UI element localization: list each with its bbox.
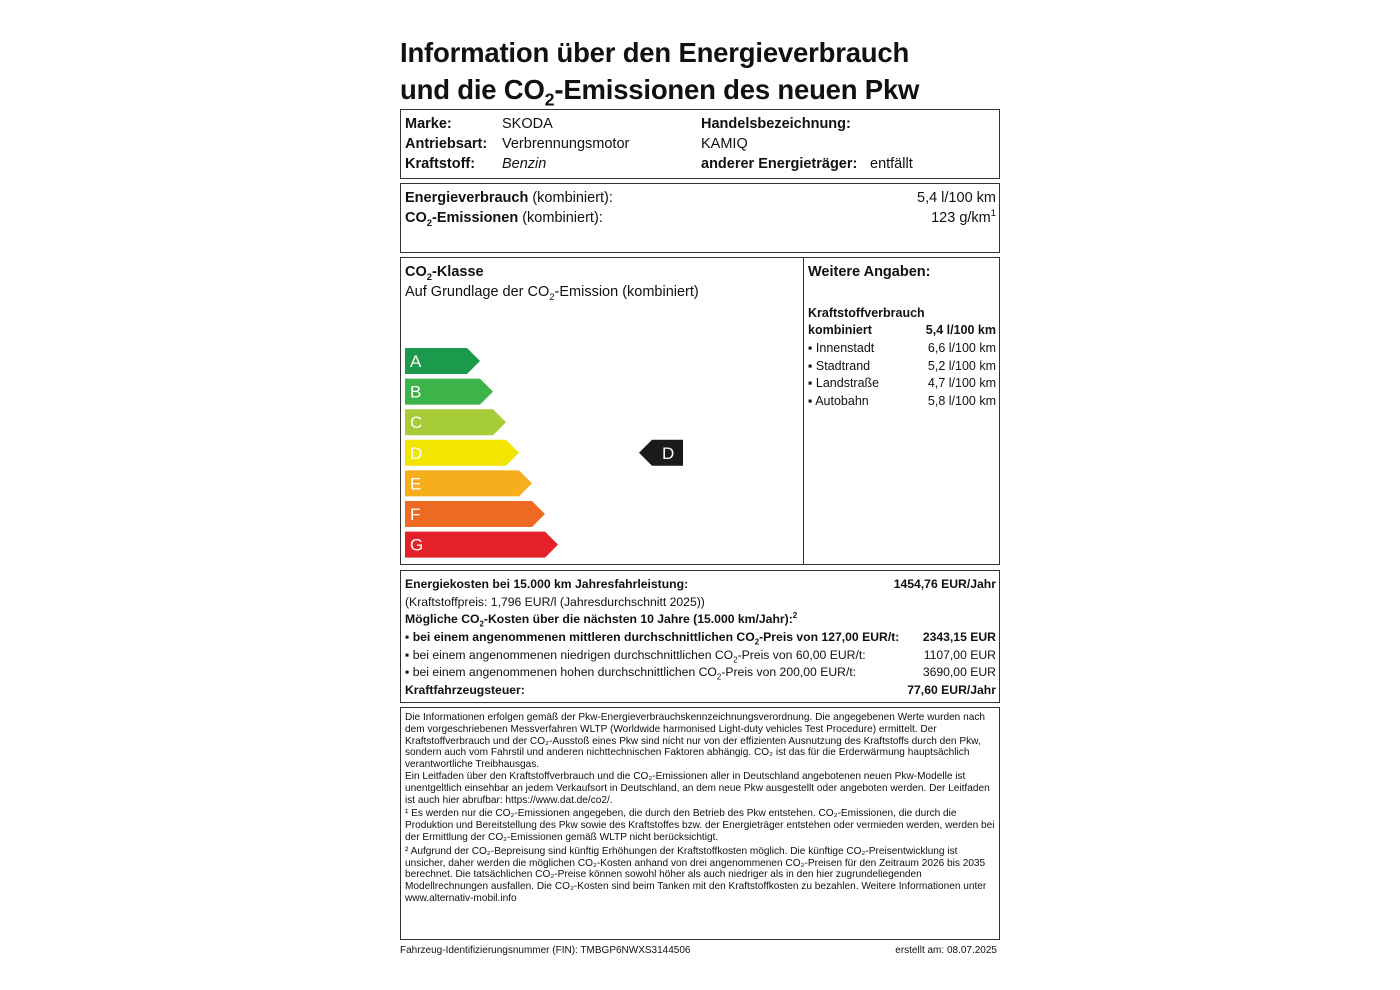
vehicle-tax-value: 77,60 EUR/Jahr bbox=[907, 683, 996, 697]
co2-class-arrow-e bbox=[405, 470, 532, 496]
current-class-indicator bbox=[639, 440, 683, 466]
legal-notes-box bbox=[400, 707, 1000, 940]
fuel-consumption-heading: Kraftstoffverbrauch bbox=[808, 306, 925, 320]
trade-name-label: Handelsbezeichnung: bbox=[701, 116, 851, 132]
costs-box bbox=[400, 570, 1000, 703]
title-line-1: Information über den Energieverbrauch bbox=[400, 37, 910, 68]
co2-class-box bbox=[400, 257, 804, 565]
combined-label: kombiniert bbox=[808, 323, 872, 337]
page-title bbox=[400, 34, 1000, 108]
energy-costs-label: Energiekosten bei 15.000 km Jahresfahrleistung: bbox=[405, 577, 689, 591]
co2-cost-low-label: ▪ bei einem angenommenen niedrigen durchschnittlichen $CO_2$-Preis von 60,00 EUR/t: bbox=[405, 648, 866, 665]
co2-cost-high-label: ▪ bei einem angenommenen hohen durchschnittlichen $CO_2$-Preis von 200,00 EUR/t: bbox=[405, 665, 857, 682]
co2-class-arrow-shape bbox=[405, 532, 558, 558]
other-energy-value: entfällt bbox=[870, 156, 913, 172]
drive-label: Antriebsart: bbox=[405, 136, 488, 152]
note-paragraph: Die Informationen erfolgen gemäß der Pkw-Energieverbrauchskennzeichnungsverordnung. Die angegebenen Werte wurden nach dem vorgeschriebenen Messverfahren WLTP (Worldwide harmonised Light-duty vehicles Test Procedure) ermittelt. Der Kraftstoffverbrauch und der CO₂-Ausstoß eines Pkw sind nicht nur von der effizienten Ausnutzung des Kraftstoffs durch den Pkw, sondern auch vom Fahrstil und anderen nichttechnischen Faktoren abhängig. CO₂ ist das für die Erderwärmung hauptsächlich verantwortliche Treibhausgas. bbox=[405, 712, 985, 771]
title-line-2: und die $CO_2$-Emissionen des neuen Pkw bbox=[400, 74, 920, 110]
co2-class-arrow-b bbox=[405, 379, 493, 405]
rural-value: 4,7 l/100 km bbox=[927, 376, 996, 390]
co2-class-heading: $CO_2$-Klasse bbox=[405, 264, 484, 282]
note-paragraph: Ein Leitfaden über den Kraftstoffverbrauch und die CO₂-Emissionen aller in Deutschland angebotenen neuen Pkw-Modelle ist unentgeltlich einsehbar an jedem Verkaufsort in Deutschland, an dem neue Pkw ausgestellt oder angeboten werden. Der Leitfaden ist auch hier abrufbar: https://www.dat.de/co2/. bbox=[405, 770, 990, 806]
energy-consumption-value: 5,4 l/100 km bbox=[917, 190, 996, 206]
co2-class-letter: D bbox=[410, 443, 423, 463]
co2-class-letter: B bbox=[410, 382, 422, 402]
energy-costs-value: 1454,76 EUR/Jahr bbox=[893, 577, 996, 591]
energy-label-page bbox=[400, 0, 1000, 990]
vehicle-info-box bbox=[400, 109, 1000, 179]
co2-class-basis: Auf Grundlage der $CO_2$-Emission (kombiniert) bbox=[405, 284, 699, 302]
co2-class-arrow-c bbox=[405, 409, 506, 435]
rural-label: ▪ Landstraße bbox=[808, 376, 880, 390]
energy-consumption-label: Energieverbrauch (kombiniert): bbox=[405, 190, 613, 206]
co2-emissions-label: $CO_2$-Emissionen (kombiniert): bbox=[405, 210, 603, 228]
footnote-1: ¹ Es werden nur die CO₂-Emissionen angegeben, die durch den Betrieb des Pkw entstehen. CO₂-Emissionen, die durch die Produktion und Bereitstellung des Pkw sowie des Kraftstoffes bzw. der Energieträger entstehen oder vermieden werden, werden bei der Ermittlung der CO₂-Emissionen gemäß WLTP nicht berücksichtigt. bbox=[405, 808, 995, 843]
combined-value: 5,4 l/100 km bbox=[925, 323, 996, 337]
city-label: ▪ Innenstadt bbox=[808, 341, 875, 355]
vehicle-tax-label: Kraftfahrzeugsteuer: bbox=[405, 683, 525, 697]
further-info-heading: Weitere Angaben: bbox=[808, 264, 931, 280]
city-value: 6,6 l/100 km bbox=[927, 341, 996, 355]
highway-value: 5,8 l/100 km bbox=[927, 394, 996, 408]
fuel-label: Kraftstoff: bbox=[405, 156, 476, 172]
suburban-value: 5,2 l/100 km bbox=[927, 359, 996, 373]
co2-cost-mid-label: ▪ bei einem angenommenen mittleren durchschnittlichen $CO_2$-Preis von 127,00 EUR/t: bbox=[405, 630, 900, 647]
brand-value: SKODA bbox=[502, 116, 553, 132]
suburban-label: ▪ Stadtrand bbox=[808, 359, 871, 373]
co2-class-arrow-shape bbox=[405, 501, 545, 527]
brand-label: Marke: bbox=[405, 116, 452, 132]
co2-class-letter: G bbox=[410, 535, 424, 555]
co2-cost-mid-value: 2343,15 EUR bbox=[922, 630, 996, 644]
co2-cost-high-value: 3690,00 EUR bbox=[922, 665, 996, 679]
co2-class-arrow-f bbox=[405, 501, 545, 527]
vin-footer: Fahrzeug-Identifizierungsnummer (FIN): TMBGP6NWXS3144506 bbox=[400, 945, 691, 956]
created-date: erstellt am: 08.07.2025 bbox=[895, 945, 997, 956]
co2-class-letter: E bbox=[410, 474, 422, 494]
footnote-2: ² Aufgrund der CO₂-Bepreisung sind künftig Erhöhungen der Kraftstoffkosten möglich. Die künftige CO₂-Preisentwicklung ist unsicher, daher werden die möglichen CO₂-Kosten anhand von drei angenommenen CO₂-Preisen für den Zeitraum 2026 bis 2035 berechnet. Die tatsächlichen CO₂-Preise können sowohl höher als auch niedriger als in den hier zugrundeliegenden Modellrechnungen ausfallen. Die CO₂-Kosten sind beim Tanken mit den Kraftstoffkosten zu bezahlen. Weitere Informationen unter www.alternativ-mobil.info bbox=[405, 845, 987, 904]
co2-class-arrow-shape bbox=[405, 470, 532, 496]
co2-class-arrow-a bbox=[405, 348, 480, 374]
co2-cost-low-value: 1107,00 EUR bbox=[923, 648, 996, 662]
current-class-indicator-shape bbox=[639, 440, 683, 466]
co2-class-arrow-g bbox=[405, 532, 558, 558]
co2-class-letter: C bbox=[410, 413, 423, 433]
current-class-letter: D bbox=[662, 443, 675, 463]
fuel-price-note: (Kraftstoffpreis: 1,796 EUR/l (Jahresdurchschnitt 2025)) bbox=[405, 595, 705, 609]
drive-value: Verbrennungsmotor bbox=[502, 136, 630, 152]
co2-class-letter: F bbox=[410, 505, 421, 524]
co2-class-arrow-d bbox=[405, 440, 519, 466]
co2-emissions-value: 123 $g/km^1$ bbox=[931, 207, 996, 226]
co2-class-scale bbox=[401, 338, 803, 564]
other-energy-label: anderer Energieträger: bbox=[701, 156, 858, 172]
trade-name-value: KAMIQ bbox=[701, 136, 748, 152]
highway-label: ▪ Autobahn bbox=[808, 394, 869, 408]
co2-class-letter: A bbox=[410, 352, 422, 371]
co2-costs-heading: Mögliche $CO_2$-Kosten über die nächsten 10 Jahre (15.000 km/Jahr):$^2$ bbox=[405, 610, 798, 629]
further-info-box bbox=[803, 257, 1000, 565]
fuel-value: Benzin bbox=[502, 156, 547, 172]
consumption-box bbox=[400, 183, 1000, 253]
